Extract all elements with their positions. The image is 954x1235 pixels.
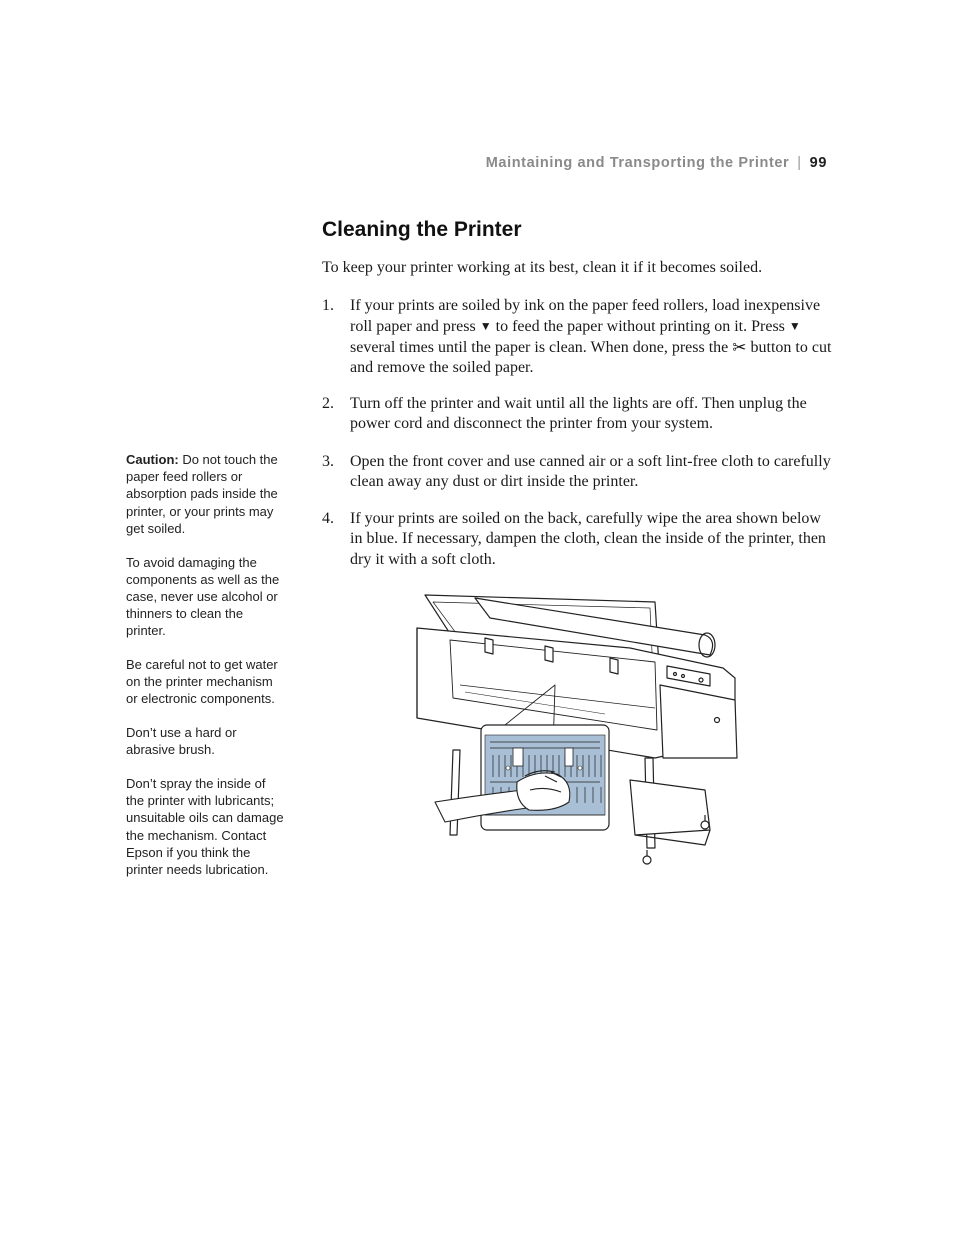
- step-item: [322, 296, 832, 378]
- step-item: [322, 452, 832, 493]
- step-item: [322, 394, 832, 435]
- caution-note: [126, 451, 286, 537]
- caution-text: Do not touch the paper feed rollers or absorption pads inside the printer, or your prints may get soiled.: [126, 452, 278, 536]
- sidebar-note: Be careful not to get water on the printer mechanism or electronic components.: [126, 657, 278, 707]
- step-text: [350, 296, 832, 378]
- step-text-part: button to cut and remove the soiled paper.: [350, 338, 832, 376]
- down-arrow-icon: ▼: [479, 319, 492, 334]
- caution-label: Caution:: [126, 452, 179, 467]
- stand-leg: [450, 750, 460, 835]
- caster-wheel: [643, 856, 651, 864]
- sidebar-note: To avoid damaging the components as well as the case, never use alcohol or thinners to clean the printer.: [126, 554, 280, 639]
- step-number: 3.: [322, 453, 334, 470]
- intro-paragraph: To keep your printer working at its best, clean it if it becomes soiled.: [322, 259, 763, 276]
- paper-guide: [485, 638, 493, 654]
- step-text-part: to feed the paper without printing on it. Press: [491, 318, 789, 336]
- section-title: Cleaning the Printer: [322, 218, 522, 241]
- step-text-part: If your prints are soiled by ink on the paper feed rollers, load inexpensive roll paper and press: [350, 297, 821, 336]
- caster-wheel: [701, 821, 709, 829]
- paper-guide: [545, 646, 553, 662]
- step-text: If your prints are soiled on the back, carefully wipe the area shown below in blue. If necessary, dampen the cloth, clean the inside of the printer, then dry it with a soft cloth.: [350, 510, 826, 568]
- step-item: [322, 509, 832, 570]
- step-text-part: several times until the paper is clean. When done, press the: [350, 338, 733, 356]
- caution-sidebar: [126, 451, 286, 895]
- step-number: 1.: [322, 297, 334, 314]
- running-title: Maintaining and Transporting the Printer: [485, 155, 790, 171]
- cloth: [517, 773, 570, 810]
- cut-button-icon: ✂: [732, 337, 747, 357]
- step-number: 2.: [322, 395, 334, 412]
- down-arrow-icon: ▼: [788, 319, 801, 334]
- sidebar-note: Don’t spray the inside of the printer with lubricants; unsuitable oils can damage the mechanism. Contact Epson if you think the printer needs lubrication.: [126, 776, 284, 878]
- sidebar-note: Don’t use a hard or abrasive brush.: [126, 725, 237, 758]
- step-number: 4.: [322, 510, 334, 527]
- step-text: Open the front cover and use canned air or a soft lint-free cloth to carefully clean away any dust or dirt inside the printer.: [350, 453, 831, 491]
- running-header: [380, 155, 827, 171]
- printer-cleaning-illustration: [405, 590, 745, 875]
- header-separator: |: [797, 155, 802, 171]
- paper-guide: [610, 658, 618, 674]
- step-text: Turn off the printer and wait until all the lights are off. Then unplug the power cord and disconnect the printer from your system.: [350, 395, 807, 433]
- printer-illustration-svg: [405, 590, 745, 875]
- page-number: 99: [809, 155, 827, 171]
